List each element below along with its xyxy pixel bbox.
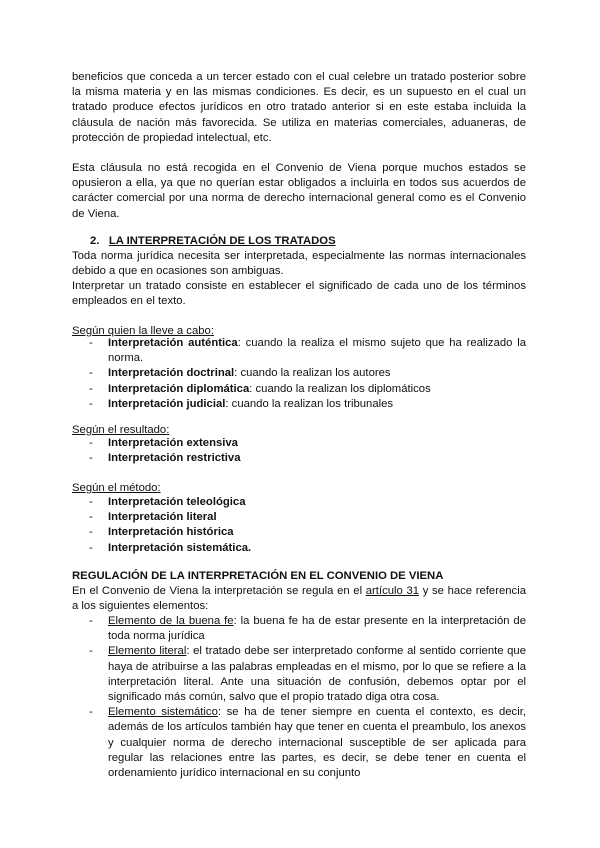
label-segun-metodo: [72, 481, 161, 496]
section-heading-interpretacion: [90, 234, 336, 249]
list-item: - Interpretación literal: [72, 510, 526, 525]
list-item: - Interpretación restrictiva: [72, 451, 526, 466]
article-reference: artículo 31: [365, 585, 420, 597]
list-item: - Interpretación auténtica: cuando la realiza el mismo sujeto que ha realizado la norma.: [72, 336, 526, 366]
list-item: - Interpretación teleológica: [72, 495, 526, 510]
list-item: - Elemento sistemático: se ha de tener siempre en cuenta el contexto, es decir, además de los artículos también hay que tener en cuenta el preambulo, los anexos y cualquier norma de derecho internacional susceptible de ser aplicada para regular las relaciones entre las partes, es decir, se debe tener en cuenta el ordenamiento jurídico internacional en su conjunto: [72, 705, 526, 781]
paragraph-convenio-viena: Esta cláusula no está recogida en el Convenio de Viena porque muchos estados se opusieron a ella, ya que no querían estar obligados a incluirla en todos sus acuerdos de carácter comercial por una norma de derecho internacional general como es el Convenio de Viena.: [72, 162, 526, 220]
label-colon: :: [166, 424, 170, 436]
list-segun-quien: [72, 336, 526, 412]
label-colon: :: [210, 325, 214, 337]
section-title: LA INTERPRETACIÓN DE LOS TRATADOS: [108, 235, 336, 247]
list-item: - Interpretación sistemática.: [72, 541, 526, 556]
list-item: - Interpretación diplomática: cuando la realizan los diplomáticos: [72, 382, 526, 397]
list-regulacion-elementos: [72, 614, 526, 781]
list-item: - Interpretación extensiva: [72, 436, 526, 451]
paragraph-regulacion-intro: En el Convenio de Viena la interpretación se regula en el artículo 31 y se hace referencia a los siguientes elementos:: [72, 585, 526, 613]
list-item: - Elemento de la buena fe: la buena fe ha de estar presente en la interpretación de toda norma jurídica: [72, 614, 526, 644]
label-segun-resultado-text: Según el resultado: [72, 424, 167, 436]
list-item: - Interpretación doctrinal: cuando la realizan los autores: [72, 366, 526, 381]
list-segun-metodo: [72, 495, 526, 556]
list-item: - Interpretación histórica: [72, 525, 526, 540]
heading-regulacion: REGULACIÓN DE LA INTERPRETACIÓN EN EL CONVENIO DE VIENA: [72, 570, 444, 582]
paragraph-clausula-nacion: beneficios que conceda a un tercer estado con el cual celebre un tratado posterior sobre la misma materia y en las mismas condiciones. Es decir, es un supuesto en el cual un tratado produce efectos jurídicos en otro tratado anterior si en este estaba incluida la cláusula de nación más favorecida. Se utiliza en materias comerciales, aduaneras, de protección de propiedad intelectual, etc.: [72, 71, 526, 144]
paragraph-interpretar-tratado: Interpretar un tratado consiste en establecer el significado de cada uno de los términos empleados en el texto.: [72, 280, 526, 308]
list-item: - Elemento literal: el tratado debe ser interpretado conforme al sentido corriente que haya de atribuirse a las palabras empleadas en el mismo, por lo que se refiere a la interpretación literal. Ante una situación de confusión, debemos optar por el significado más común, salvo que el propio tratado diga otra cosa.: [72, 644, 526, 705]
label-colon: :: [157, 482, 161, 494]
section-number: 2.: [90, 235, 100, 247]
list-segun-resultado: [72, 436, 526, 466]
label-segun-quien-text: Según quien la lleve a cabo: [72, 325, 211, 337]
list-item: - Interpretación judicial: cuando la realizan los tribunales: [72, 397, 526, 412]
label-segun-metodo-text: Según el método: [72, 482, 158, 494]
paragraph-norma-juridica: Toda norma jurídica necesita ser interpretada, especialmente las normas internacionales debido a que en ocasiones son ambiguas.: [72, 250, 526, 278]
